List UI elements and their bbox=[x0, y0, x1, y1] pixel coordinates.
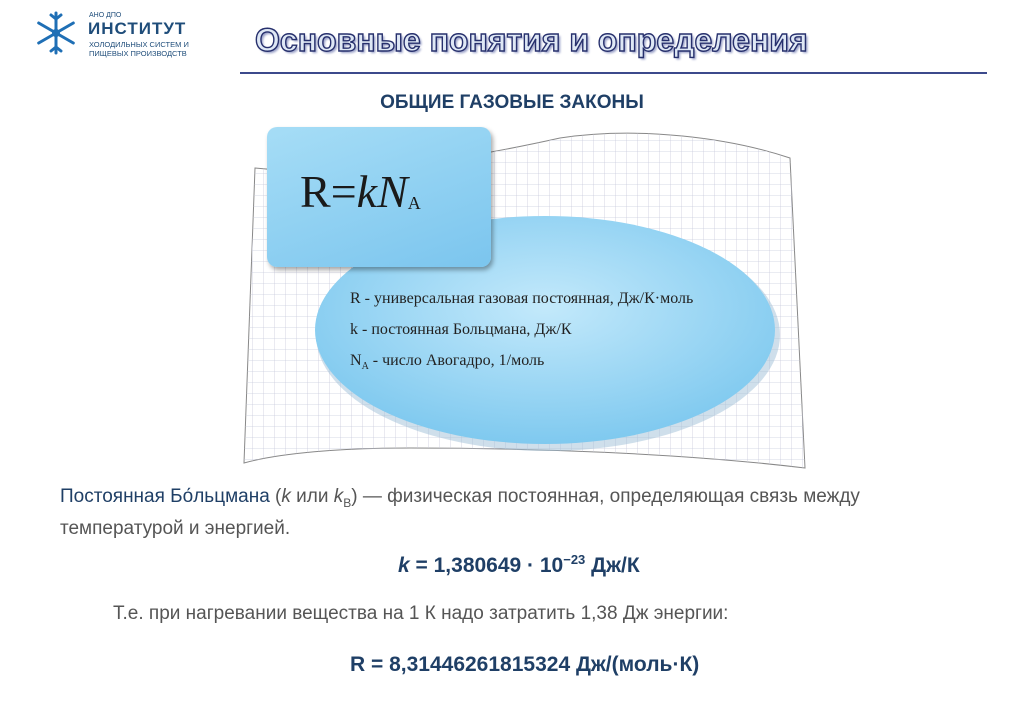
formula-legend bbox=[350, 283, 693, 382]
eq-k: k bbox=[398, 554, 410, 577]
logo-subtitle-line1: ХОЛОДИЛЬНЫХ СИСТЕМ И bbox=[89, 40, 189, 49]
formula-sub: A bbox=[407, 193, 421, 213]
page-title: Основные понятия и определения bbox=[255, 22, 808, 58]
eq-unit: Дж/К bbox=[585, 554, 640, 577]
formula-n: N bbox=[377, 166, 408, 217]
symbol-kb-sub: B bbox=[343, 495, 352, 510]
boltzmann-value bbox=[398, 552, 640, 578]
gas-constant-value: R = 8,31446261815324 Дж/(моль·К) bbox=[350, 653, 700, 676]
institute-logo bbox=[33, 10, 233, 65]
legend-r: R - универсальная газовая постоянная, Дж/К·моль bbox=[350, 290, 694, 307]
energy-note: Т.е. при нагревании вещества на 1 К надо затратить 1,38 Дж энергии: bbox=[113, 603, 729, 624]
or-text: или bbox=[290, 486, 334, 507]
logo-subtitle bbox=[89, 40, 189, 58]
formula bbox=[300, 165, 421, 218]
legend-na bbox=[350, 345, 693, 382]
definition-rest: ) — физическая постоянная, определяющая связь между температурой и энергией. bbox=[60, 486, 860, 539]
boltzmann-definition bbox=[60, 484, 980, 542]
boltzmann-term: Постоянная Бо́льцмана bbox=[60, 486, 270, 507]
legend-na-sub: A bbox=[361, 361, 369, 373]
section-subtitle: ОБЩИЕ ГАЗОВЫЕ ЗАКОНЫ bbox=[380, 92, 644, 113]
legend-na-text: - число Авогадро, 1/моль bbox=[368, 352, 545, 369]
symbol-k: k bbox=[281, 486, 291, 507]
eq-exponent: −23 bbox=[563, 552, 586, 567]
legend-k: k - постоянная Больцмана, Дж/К bbox=[350, 321, 572, 338]
snowflake-icon bbox=[33, 10, 79, 56]
eq-value: = 1,380649 · 10 bbox=[409, 554, 564, 577]
legend-na-symbol: N bbox=[350, 352, 362, 369]
title-divider bbox=[240, 72, 987, 74]
formula-k: k bbox=[356, 166, 378, 217]
formula-lhs: R bbox=[300, 166, 331, 217]
logo-name: ИНСТИТУТ bbox=[88, 19, 187, 38]
paren-open: ( bbox=[269, 486, 282, 507]
logo-org-type: АНО ДПО bbox=[89, 12, 122, 19]
formula-eq: = bbox=[330, 166, 357, 217]
logo-subtitle-line2: ПИЩЕВЫХ ПРОИЗВОДСТВ bbox=[89, 49, 187, 58]
symbol-kb: k bbox=[333, 486, 344, 507]
